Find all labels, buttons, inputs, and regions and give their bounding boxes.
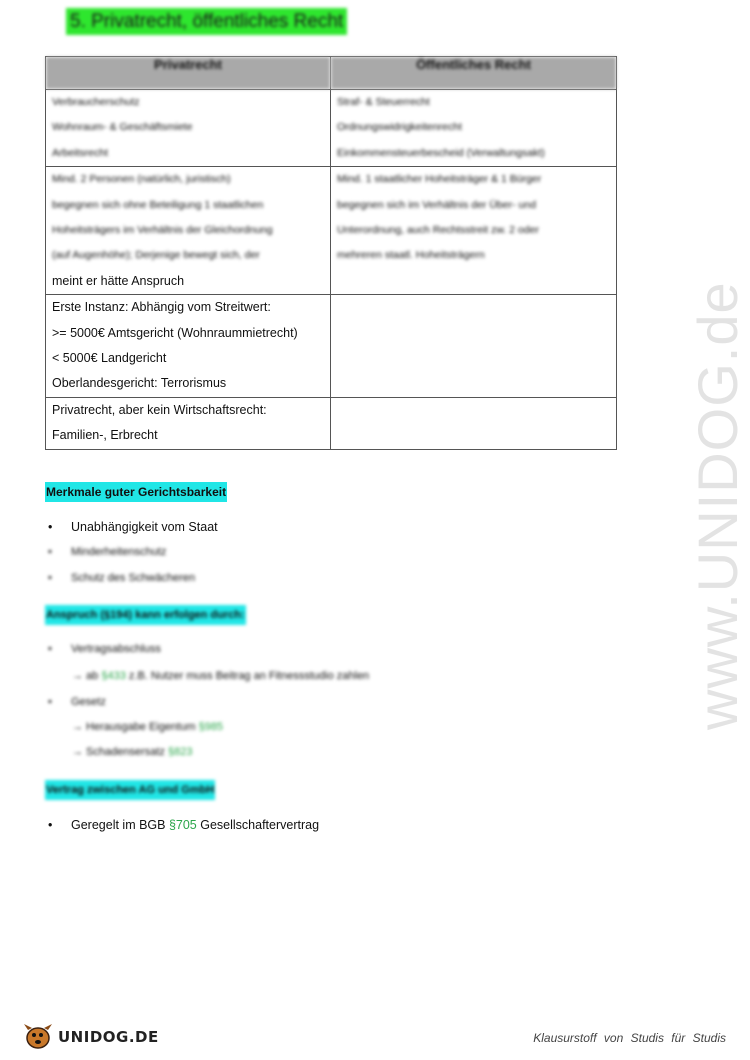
law-reference: §985 xyxy=(198,721,224,733)
table-cell xyxy=(46,295,331,398)
list-item-label: Gesetz xyxy=(71,696,106,708)
sub-item xyxy=(72,670,369,682)
cell-line: >= 5000€ Amtsgericht (Wohnraummietrecht) xyxy=(52,325,298,340)
list-item-label: Schutz des Schwächeren xyxy=(71,572,196,584)
cell-line: Ordnungswidrigkeitenrecht xyxy=(337,121,462,134)
page-heading: 5. Privatrecht, öffentliches Recht xyxy=(66,8,347,35)
table-cell xyxy=(46,167,331,295)
bullet-icon: • xyxy=(48,643,52,655)
table-cell xyxy=(46,397,331,449)
cell-line: Mind. 2 Personen (natürlich, juristisch) xyxy=(52,173,231,186)
list-item xyxy=(48,696,106,708)
list-item-label: Geregelt im BGB xyxy=(71,818,169,832)
cell-line: < 5000€ Landgericht xyxy=(52,351,167,366)
section-title-vertrag: Vertrag zwischen AG und GmbH xyxy=(45,780,215,800)
sub-item xyxy=(72,746,192,758)
bullet-icon: • xyxy=(48,696,52,708)
sub-item-text: → ab xyxy=(72,670,102,682)
footer-tagline: Klausurstoff von Studis für Studis xyxy=(533,1031,726,1045)
bullet-icon: • xyxy=(48,546,52,558)
bullet-icon: • xyxy=(48,818,53,832)
cell-line: mehreren staatl. Hoheitsträgern xyxy=(337,249,485,262)
law-comparison-table xyxy=(45,56,617,450)
cell-line: Familien-, Erbrecht xyxy=(52,428,158,443)
sub-item xyxy=(72,721,223,733)
watermark: www.UNIDOG.de xyxy=(686,281,749,730)
table-cell xyxy=(331,167,617,295)
cell-line: Verbraucherschutz xyxy=(52,96,140,108)
cell-line: Einkommensteuerbescheid (Verwaltungsakt) xyxy=(337,146,545,159)
list-item xyxy=(48,643,161,655)
cell-line: (auf Augenhöhe); Derjenige bewegt sich, der xyxy=(52,249,260,262)
cell-line: Privatrecht, aber kein Wirtschaftsrecht: xyxy=(52,402,267,417)
cell-line: Oberlandesgericht: Terrorismus xyxy=(52,376,227,391)
list-item-label: Vertragsabschluss xyxy=(71,643,161,655)
cell-line: Straf- & Steuerrecht xyxy=(337,96,430,108)
list-item-label: Minderheitenschutz xyxy=(71,546,167,558)
table-cell-empty xyxy=(331,397,617,449)
section-title-merkmale: Merkmale guter Gerichtsbarkeit xyxy=(45,482,227,502)
bullet-icon: • xyxy=(48,520,53,534)
bullet-icon: • xyxy=(48,572,52,584)
header-privatrecht: Privatrecht xyxy=(46,57,331,90)
cell-line: begegnen sich ohne Beteiligung 1 staatlichen xyxy=(52,198,264,211)
cell-line: Mind. 1 staatlicher Hoheitsträger & 1 Bürger xyxy=(337,173,542,186)
table-cell xyxy=(46,90,331,167)
logo-text: UNIDOG.DE xyxy=(58,1028,159,1046)
list-item-label: Unabhängigkeit vom Staat xyxy=(71,520,218,534)
sub-item-text: z.B. Nutzer muss Beitrag an Fitnessstudio zahlen xyxy=(125,670,370,682)
cell-line: Wohnraum- & Geschäftsmiete xyxy=(52,121,193,134)
cell-line: meint er hätte Anspruch xyxy=(52,273,185,288)
cell-line: begegnen sich im Verhältnis der Über- und xyxy=(337,198,537,211)
section-title-anspruch: Anspruch (§194) kann erfolgen durch: xyxy=(45,605,246,625)
list-item xyxy=(48,546,166,558)
law-reference: §433 xyxy=(101,670,126,682)
header-oeffentliches-recht: Öffentliches Recht xyxy=(331,57,617,90)
law-reference: §705 xyxy=(168,818,197,832)
table-cell xyxy=(331,90,617,167)
list-item-label: Gesellschaftervertrag xyxy=(196,818,320,832)
law-reference: §823 xyxy=(168,746,193,758)
cell-line: Arbeitsrecht xyxy=(52,146,109,159)
cell-line: Unterordnung, auch Rechtsstreit zw. 2 oder xyxy=(337,224,539,237)
cell-line: Hoheitsträgers im Verhältnis der Gleichordnung xyxy=(52,224,273,237)
list-item xyxy=(48,520,218,534)
cell-line: Erste Instanz: Abhängig vom Streitwert: xyxy=(52,300,271,315)
sub-item-text: → Schadensersatz xyxy=(72,746,168,758)
list-item xyxy=(48,572,195,584)
table-cell-empty xyxy=(331,295,617,398)
list-item xyxy=(48,818,319,832)
sub-item-text: → Herausgabe Eigentum xyxy=(72,721,199,733)
